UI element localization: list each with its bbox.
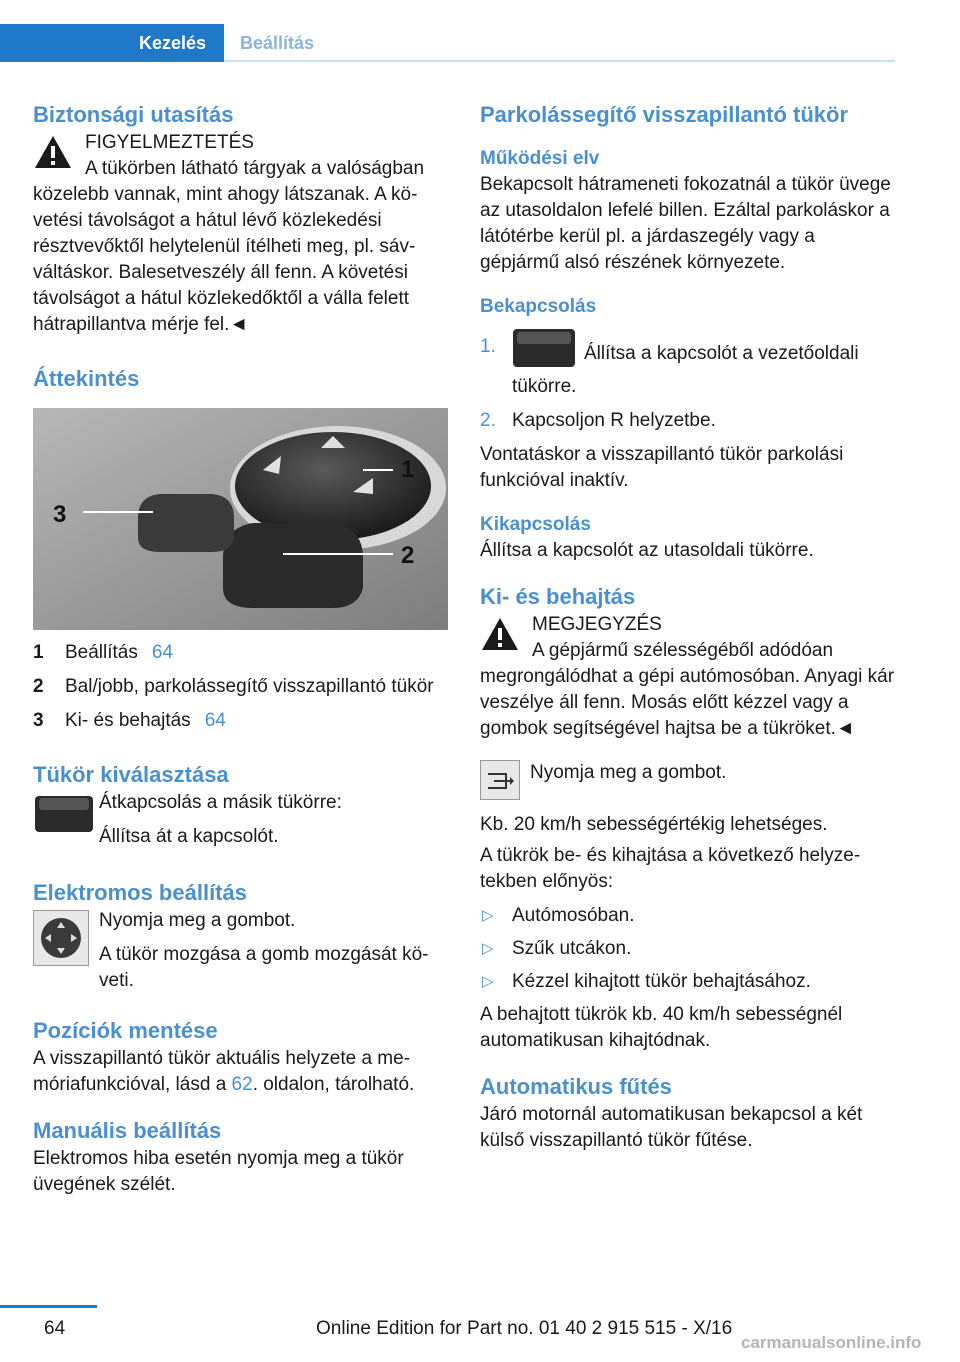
photo-label-2: 2 (401, 542, 415, 569)
mirror-select-line1: Átkapcsolás a másik tükörre: (99, 792, 342, 813)
mirror-select-line2: Állítsa át a kapcsolót. (99, 826, 279, 847)
left-column (33, 100, 448, 1198)
mirror-control-illustration (33, 408, 448, 630)
list-item: ▷ Autómosóban. (480, 903, 895, 929)
switch-on-title: Bekapcsolás (480, 296, 597, 317)
page-number: 64 (44, 1318, 66, 1339)
warning-text: A tükörben látható tárgyak a valóságban közelebb vannak, mint ahogy látszanak. A követési távolságot a hátul lévő közlekedési résztvevőktől helytelenül ítélheti meg, pl. sávváltáskor. Balesetveszély áll fenn. A követési távolságot a hátul közlekedőktől a válla felett hátrapillantva mérje fel.◄ (33, 158, 425, 335)
legend-item: 3 Ki- és behajtás 64 (33, 710, 226, 731)
parking-title: Parkolássegítő visszapillantó tükör (480, 102, 849, 127)
heating-title: Automatikus fűtés (480, 1074, 672, 1099)
electric-line2: A tükör mozgása a gomb mozgását követi. (99, 944, 429, 991)
photo-label-3: 3 (53, 501, 67, 528)
press-button-text: Nyomja meg a gombot. (530, 762, 727, 783)
heating-text: Járó motornál automatikusan bekapcsol a két külső visszapillantó tükör fűtése. (480, 1104, 863, 1151)
triangle-bullet-icon: ▷ (482, 907, 494, 924)
electric-title: Elektromos beállítás (33, 880, 247, 905)
mirror-control-photo (33, 408, 448, 630)
overview-title: Áttekintés (33, 366, 140, 391)
switch-off-title: Kikapcsolás (480, 514, 591, 535)
electric-block (33, 908, 448, 998)
warning-triangle-icon (480, 616, 520, 652)
positions-title: Pozíciók mentése (33, 1018, 218, 1043)
principle-text: Bekapcsolt hátrameneti fokozatnál a tükör üvege az utasoldalon lefelé billen. Ezáltal parkoláskor a látótérbe kerül pl. a járdaszegély vagy a gépjármű alsó részének környezete. (480, 174, 891, 273)
tab-beallitas[interactable]: Beállítás (240, 32, 315, 53)
triangle-bullet-icon: ▷ (482, 940, 494, 957)
fold-mirror-button-icon (480, 760, 520, 800)
photo-label-1: 1 (401, 456, 415, 483)
mirror-switch-icon (33, 792, 95, 834)
warning-label: FIGYELMEZTETÉS (85, 132, 254, 153)
advantage-list (480, 903, 895, 995)
list-item: ▷ Kézzel kihajtott tükör behajtásához. (480, 969, 895, 995)
legend-item: 2 Bal/jobb, parkolássegítő visszapillantó tükör (33, 676, 434, 697)
manual-text: Elektromos hiba esetén nyomja meg a tükör üvegének szélét. (33, 1148, 404, 1195)
page-link[interactable]: 62 (231, 1074, 253, 1095)
tab-divider (224, 60, 895, 62)
note-label: MEGJEGYZÉS (532, 614, 662, 635)
right-column (480, 100, 895, 1154)
tab-kezeles[interactable]: Kezelés (0, 24, 224, 62)
page-link[interactable]: 64 (151, 642, 174, 663)
fold-button-block (480, 760, 895, 804)
positions-text: A visszapillantó tükör aktuális helyzete a memóriafunkcióval, lásd a 62. oldalon, tárolható. (33, 1048, 415, 1095)
manual-title: Manuális beállítás (33, 1118, 222, 1143)
footer-rule (0, 1305, 97, 1308)
watermark: carmanualsonline.info (741, 1333, 922, 1352)
legend-item: 1 Beállítás 64 (33, 642, 174, 663)
warning-triangle-icon (33, 134, 73, 170)
header-tabs (0, 24, 895, 62)
step-item: 2. Kapcsoljon R helyzetbe. (480, 410, 716, 431)
switch-on-steps (480, 334, 895, 434)
towing-text: Vontatáskor a visszapillantó tükör parkolási funkcióval inaktív. (480, 444, 844, 491)
advantage-text: A tükrök be- és kihajtása a következő helyzetekben előnyös: (480, 845, 861, 892)
note-text: A gépjármű szélességéből adódóan megrongálódhat a gépi autómosóban. Anyagi kár veszélye áll fenn. Mosás előtt kézzel vagy a gombok segítségével hajtsa be a tükröket.◄ (480, 640, 895, 739)
step-item: 1. Állítsa a kapcsolót a vezetőoldali tükörre. (480, 334, 895, 400)
list-item: ▷ Szűk utcákon. (480, 936, 895, 962)
page-link[interactable]: 64 (204, 710, 226, 731)
safety-title: Biztonsági utasítás (33, 102, 234, 127)
overview-legend (33, 640, 448, 734)
switch-off-text: Állítsa a kapcsolót az utasoldali tükörre. (480, 540, 814, 561)
note-block (480, 612, 895, 742)
mirror-select-block (33, 790, 448, 860)
mirror-select-title: Tükör kiválasztása (33, 762, 229, 787)
triangle-bullet-icon: ▷ (482, 973, 494, 990)
mirror-joystick-icon (33, 910, 89, 966)
principle-title: Működési elv (480, 148, 600, 169)
edition-text: Online Edition for Part no. 01 40 2 915 515 - X/16 (316, 1318, 733, 1339)
fold-title: Ki- és behajtás (480, 584, 636, 609)
auto-unfold-text: A behajtott tükrök kb. 40 km/h sebességnél automatikusan kihajtódnak. (480, 1004, 843, 1051)
mirror-switch-icon (512, 328, 576, 368)
electric-line1: Nyomja meg a gombot. (99, 910, 296, 931)
speed-text: Kb. 20 km/h sebességértékig lehetséges. (480, 814, 828, 835)
warning-block (33, 130, 448, 338)
